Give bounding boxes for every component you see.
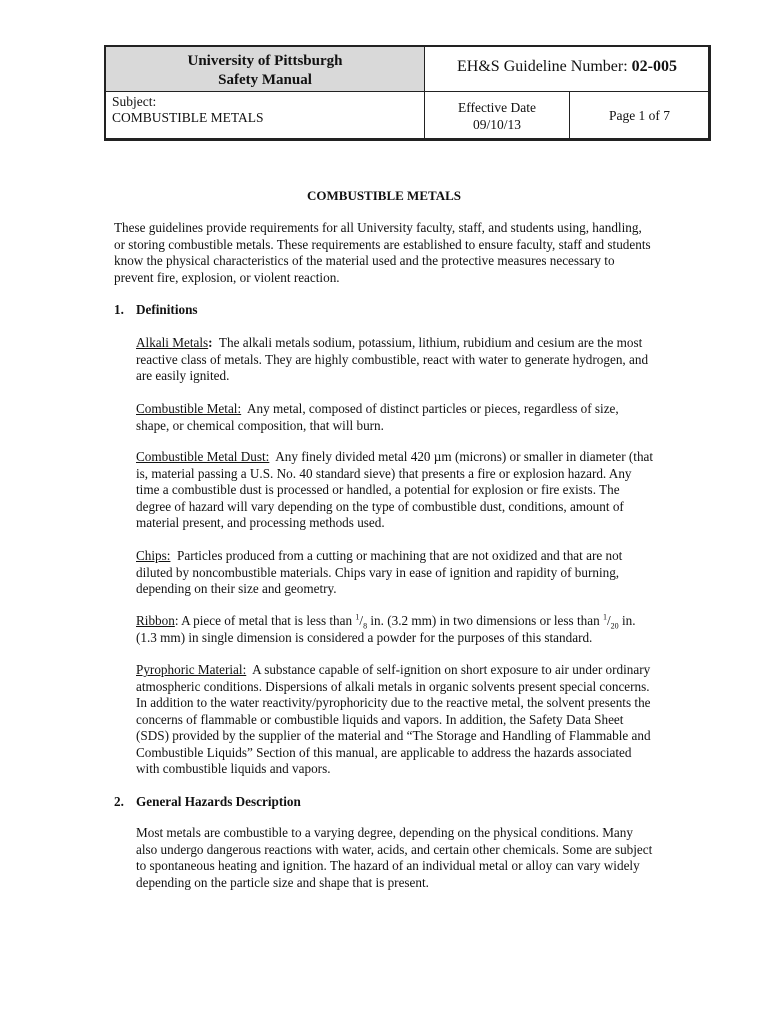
guideline-number-cell xyxy=(425,47,709,92)
effective-date-value: 09/10/13 xyxy=(472,117,521,132)
section-2-paragraph: Most metals are combustible to a varying degree, depending on the physical conditions. Many also undergo dangerous reactions with water, acids, and certain other chemicals. Some are subject to spontaneous heating and ignition. The hazard of an individual metal or alloy can vary widely depending on the particle size and shape that is present. xyxy=(136,825,653,890)
page-number: Page 1 of 7 xyxy=(608,108,671,123)
definition-text: The alkali metals sodium, potassium, lithium, rubidium and cesium are the most reactive class of metals. They are highly combustible, react with water to generate hydrogen, and are easily ignited. xyxy=(136,335,649,383)
section-title: General Hazards Description xyxy=(136,794,301,809)
section-number: 2. xyxy=(114,794,124,809)
term: Alkali Metals xyxy=(136,335,209,350)
fraction-numerator: 1 xyxy=(602,612,607,622)
term: Chips: xyxy=(136,548,171,563)
fraction-denominator: 8 xyxy=(363,621,368,631)
section-number: 1. xyxy=(114,302,124,317)
subject-label: Subject: xyxy=(112,94,157,109)
definition-text: Any finely divided metal 420 µm (microns) or smaller in diameter (that is, material passing a U.S. No. 40 standard sieve) that presents a fire or explosion hazard. Any time a combustible dust is processed or handled, a potential for explosion or fire exists. The degree of hazard will vary depending on the type of combustible dust, conditions, amount of material present, and processing methods used. xyxy=(136,449,654,530)
definition-text: : A piece of metal that is less than xyxy=(174,613,356,628)
intro-paragraph: These guidelines provide requirements for all University faculty, staff, and students using, handling, or storing combustible metals. These requirements are established to ensure faculty, staff and students know the physical characteristics of the material used and the protective measures necessary to prevent fire, explosion, or violent reaction. xyxy=(114,220,651,285)
term: Combustible Metal Dust: xyxy=(136,449,270,464)
definition-chips xyxy=(136,548,654,598)
effective-date-cell xyxy=(425,92,570,139)
section-title: Definitions xyxy=(136,302,198,317)
definition-text: Particles produced from a cutting or machining that are not oxidized and that are not diluted by noncombustible materials. Chips vary in ease of ignition and rapidity of burning, depending on their size and geometry. xyxy=(136,548,623,596)
subject-value: COMBUSTIBLE METALS xyxy=(112,110,264,125)
term-colon: : xyxy=(208,335,213,350)
effective-date-label: Effective Date xyxy=(457,100,537,115)
fraction-numerator: 1 xyxy=(355,612,360,622)
guideline-label: EH&S Guideline Number: xyxy=(457,58,628,75)
guideline-number: 02-005 xyxy=(631,58,677,75)
definition-text: A substance capable of self-ignition on short exposure to air under ordinary atmospheric conditions. Dispersions of alkali metals in organic solvents present special concerns. In addition to the water reactivity/pyrophoricity due to the reactive metal, the solvent presents the concerns of flammable or combustible liquids and vapors. In addition, the Safety Data Sheet (SDS) provided by the supplier of the material and “The Storage and Handling of Flammable and Combustible Liquids” Section of this manual, are applicable to address the hazards associated with combustible liquids and vapors. xyxy=(136,662,651,776)
definition-text: in. (1.3 mm) in single dimension is considered a powder for the purposes of this standard. xyxy=(136,613,636,645)
definition-pyrophoric-material xyxy=(136,662,654,778)
term: Combustible Metal: xyxy=(136,401,242,416)
document-title: COMBUSTIBLE METALS xyxy=(307,188,461,203)
fraction-denominator: 20 xyxy=(610,621,619,631)
document-header-table xyxy=(104,45,711,141)
term: Ribbon xyxy=(136,613,175,628)
definition-ribbon: Ribbon: A piece of metal that is less than $^1/_8$ in. (3.2 mm) in two dimensions or less than $^1/_{20}$ in. (1.3 mm) in single dimension is considered a powder for the purposes of this standard. xyxy=(136,612,636,645)
page-number-cell xyxy=(570,92,709,139)
manual-name: Safety Manual xyxy=(218,72,312,88)
section-2-heading xyxy=(114,794,301,811)
definition-text: Any metal, composed of distinct particles or pieces, regardless of size, shape, or chemical composition, that will burn. xyxy=(136,401,619,433)
term: Pyrophoric Material: xyxy=(136,662,247,677)
definition-alkali-metals xyxy=(136,335,654,385)
subject-cell xyxy=(106,92,425,139)
org-name: University of Pittsburgh xyxy=(187,53,343,69)
definition-combustible-metal-dust xyxy=(136,449,654,532)
definition-combustible-metal xyxy=(136,401,654,434)
section-1-heading xyxy=(114,302,198,319)
definition-text: in. (3.2 mm) in two dimensions or less than xyxy=(367,613,603,628)
header-title-cell xyxy=(106,47,425,92)
